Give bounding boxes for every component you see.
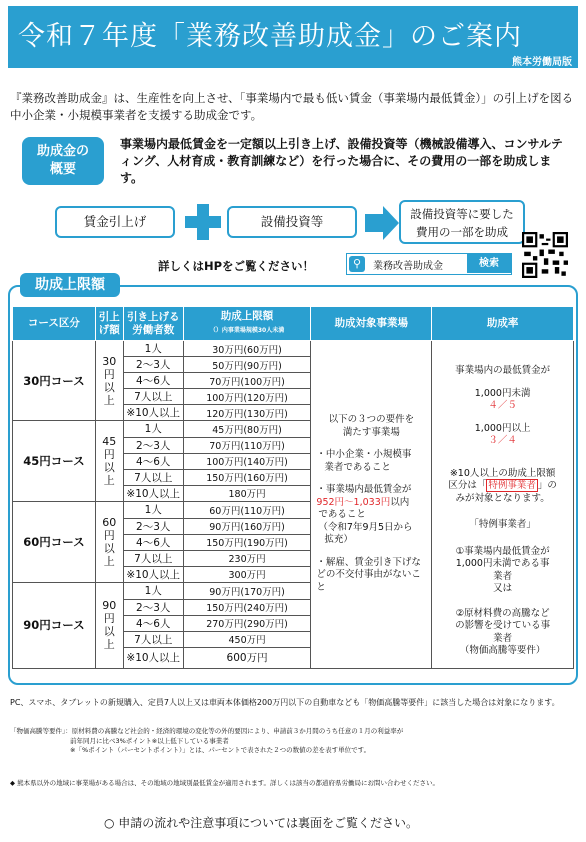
subsidy-box-line1: 設備投資等に要した — [410, 207, 514, 221]
course-name: 90円コース — [13, 582, 96, 668]
raise-amount: 30 円 以 上 — [95, 341, 123, 421]
investment-box: 設備投資等 — [227, 206, 357, 238]
col-limit-note: （）内事業場規模30人未満 — [209, 327, 285, 334]
course-name: 60円コース — [13, 501, 96, 582]
worker-count: 2～3人 — [123, 357, 183, 373]
qr-code-icon[interactable] — [522, 232, 568, 278]
col-workers-line2: 労働者数 — [132, 323, 175, 336]
col-workers-line1: 引き上げる — [126, 310, 180, 323]
worker-count: 2～3人 — [123, 518, 183, 534]
table-header-row — [13, 307, 574, 341]
overview-tag — [22, 137, 104, 185]
note-device: PC、スマホ、タブレットの新規購入、定員7人以上又は車両本体価格200万円以下の自動車なども「物価高騰等要件」に該当した場合は対象になります。 — [10, 698, 560, 707]
header-banner — [8, 6, 578, 68]
subsidy-rate: 事業場内の最低賃金が 1,000円未満 ４／５ 1,000円以上 ３／４ ※10人以上の助成上限額 区分は「 特例事業者 」の みが対象となります。 「特例事業者」 ①事業場内最低賃金が 1,000円未満である事 業者 又は ②原材料費の高騰など の影響を受けている事 業者 （物価高騰等要件） — [432, 341, 574, 669]
worker-count: 7人以上 — [123, 389, 183, 405]
col-limit-label: 助成上限額 — [220, 310, 274, 322]
limit-amount: 60万円(110万円) — [183, 501, 311, 518]
subsidy-table — [12, 306, 574, 669]
limit-amount: 150万円(240万円) — [183, 599, 311, 615]
target-conditions: 以下の３つの要件を 満たす事業場 ・中小企業・小規模事 業者であること ・事業場内最低賃金が 952円～1,033円以内 であること （令和7年9月5日から 拡充） ・解雇、賃金引き下げな どの不交付事由がないこ と — [311, 341, 432, 669]
limit-amount: 50万円(90万円) — [183, 357, 311, 373]
limit-amount: 90万円(170万円) — [183, 582, 311, 599]
intro-text: 『業務改善助成金』は、生産性を向上させ、「事業場内で最も低い賃金（事業場内最低賃金）」の引上げを図る中小企業・小規模事業者を支援する助成金です。 — [10, 91, 574, 122]
limit-amount: 180万円 — [183, 485, 311, 501]
section-title: 助成上限額 — [20, 273, 120, 297]
note-price-hike: 「物価高騰等要件」：原材料費の高騰など社会的・経済的環境の変化等の外的要因により、申請前３か月間のうち任意の１月の利益率が 前年同月に比べ3%ポイント※以上低下している事業者 ※「%ポイント（パーセントポイント）」とは、パーセントで表された２つの数値の差を表す単位です。 — [10, 727, 404, 754]
worker-count: 4～6人 — [123, 373, 183, 389]
limit-amount: 90万円(160万円) — [183, 518, 311, 534]
page-title: 令和７年度「業務改善助成金」のご案内 — [18, 21, 522, 52]
search-icon: ⚲ — [349, 256, 365, 272]
worker-count: ※10人以上 — [123, 485, 183, 501]
col-limit — [183, 307, 311, 341]
limit-amount: 70万円(100万円) — [183, 373, 311, 389]
limit-amount: 150万円(160万円) — [183, 469, 311, 485]
col-rate: 助成率 — [432, 307, 574, 341]
raise-amount: 90 円 以 上 — [95, 582, 123, 668]
limit-amount: 120万円(130万円) — [183, 405, 311, 421]
worker-count: ※10人以上 — [123, 647, 183, 668]
worker-count: 2～3人 — [123, 599, 183, 615]
limit-amount: 100万円(120万円) — [183, 389, 311, 405]
search-button[interactable]: 検索 — [467, 254, 511, 273]
issuer-label: 熊本労働局版 — [512, 57, 572, 68]
col-raise: 引上げ額 — [95, 307, 123, 341]
limit-amount: 450万円 — [183, 631, 311, 647]
plus-icon — [185, 204, 221, 240]
worker-count: 7人以上 — [123, 550, 183, 566]
limit-amount: 100万円(140万円) — [183, 453, 311, 469]
overview-tag-line1: 助成金の — [36, 144, 89, 159]
limit-amount: 30万円(60万円) — [183, 341, 311, 357]
worker-count: 7人以上 — [123, 631, 183, 647]
col-course: コース区分 — [13, 307, 96, 341]
flow-diagram — [55, 200, 555, 248]
wage-raise-box: 賃金引上げ — [55, 206, 175, 238]
overview-text: 事業場内最低賃金を一定額以上引き上げ、設備投資等（機械設備導入、コンサルティング、人材育成・教育訓練など）を行った場合に、その費用の一部を助成します。 — [120, 137, 563, 185]
worker-count: 1人 — [123, 341, 183, 357]
worker-count: 4～6人 — [123, 453, 183, 469]
worker-count: 1人 — [123, 501, 183, 518]
worker-count: 1人 — [123, 582, 183, 599]
limit-amount: 45万円(80万円) — [183, 421, 311, 438]
worker-count: ※10人以上 — [123, 405, 183, 421]
worker-count: 2～3人 — [123, 437, 183, 453]
note-region: ◆ 熊本県以外の地域に事業場がある場合は、その地域の地域別最低賃金が適用されます。詳しくは該当の都道府県労働局にお問い合わせください。 — [10, 779, 440, 787]
limit-amount: 230万円 — [183, 550, 311, 566]
worker-count: ※10人以上 — [123, 566, 183, 582]
limit-amount: 270万円(290万円) — [183, 615, 311, 631]
raise-amount: 60 円 以 上 — [95, 501, 123, 582]
hp-prompt: 詳しくはHPをご覧ください！ — [158, 259, 315, 273]
col-target: 助成対象事業場 — [311, 307, 432, 341]
worker-count: 4～6人 — [123, 615, 183, 631]
limit-amount: 70万円(110万円) — [183, 437, 311, 453]
limit-amount: 300万円 — [183, 566, 311, 582]
table-row — [13, 341, 574, 357]
subsidy-box — [399, 200, 525, 244]
footer-text: ○ 申請の流れや注意事項については裏面をご覧ください。 — [104, 816, 419, 830]
limit-amount: 600万円 — [183, 647, 311, 668]
subsidy-box-line2: 費用の一部を助成 — [416, 225, 508, 239]
worker-count: 7人以上 — [123, 469, 183, 485]
limit-amount: 150万円(190万円) — [183, 534, 311, 550]
col-workers — [123, 307, 183, 341]
worker-count: 4～6人 — [123, 534, 183, 550]
worker-count: 1人 — [123, 421, 183, 438]
search-query: 業務改善助成金 — [373, 261, 443, 272]
search-box[interactable] — [346, 253, 512, 275]
course-name: 30円コース — [13, 341, 96, 421]
raise-amount: 45 円 以 上 — [95, 421, 123, 502]
overview-tag-line2: 概要 — [49, 162, 76, 177]
course-name: 45円コース — [13, 421, 96, 502]
